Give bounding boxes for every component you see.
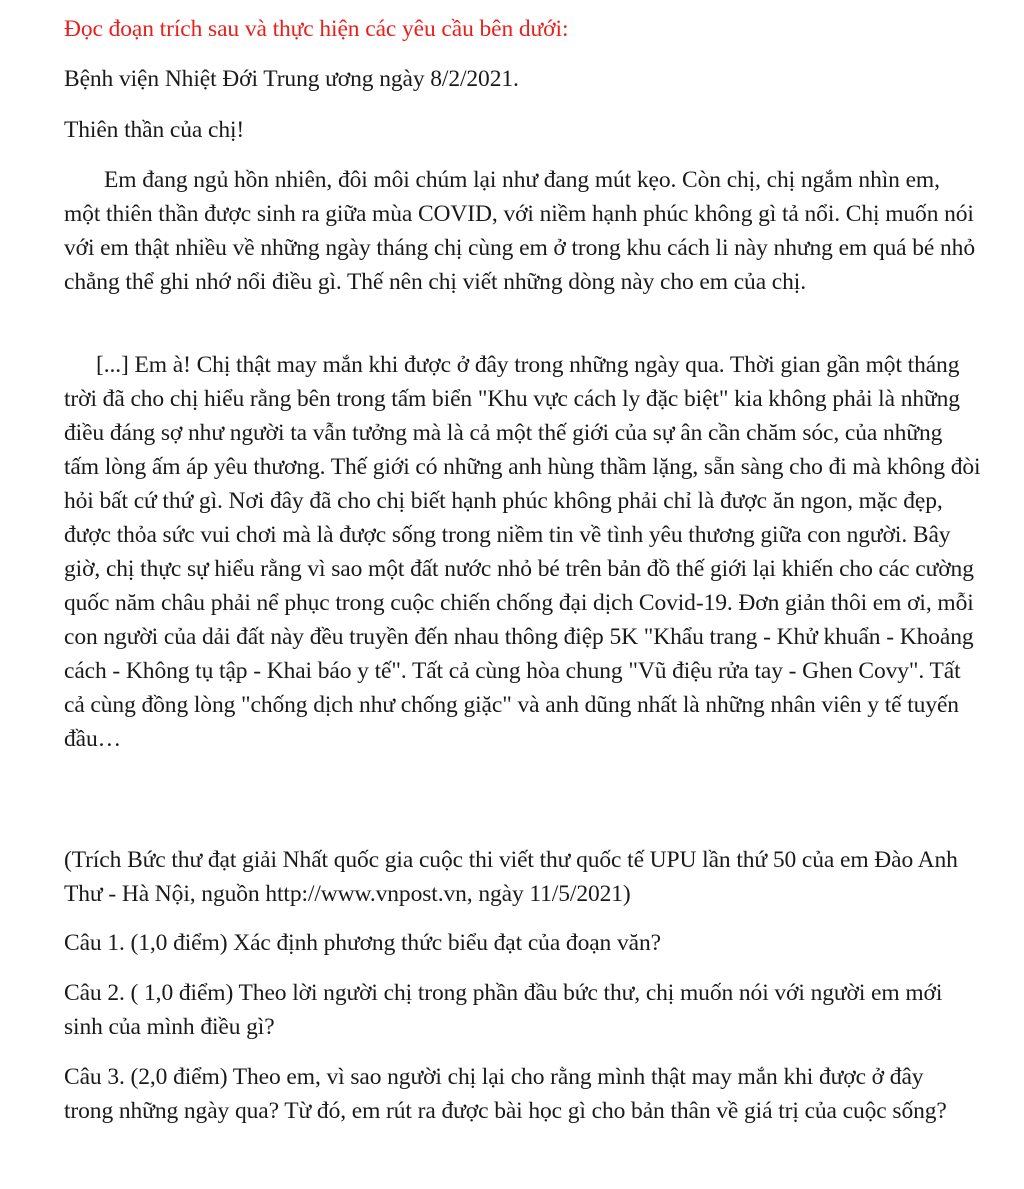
question-1: Câu 1. (1,0 điểm) Xác định phương thức biểu đạt của đoạn văn? xyxy=(64,930,661,956)
letter-greeting: Thiên thần của chị! xyxy=(64,117,245,143)
letter-paragraph-2: [...] Em à! Chị thật may mắn khi được ở đây trong những ngày qua. Thời gian gần một tháng trời đã cho chị hiểu rằng bên trong tấm biển "Khu vực cách ly đặc biệt" kia không phải là những điều đáng sợ như người ta vẫn tưởng mà là cả một thế giới của sự ân cần chăm sóc, của những tấm lòng ấm áp yêu thương. Thế giới có những anh hùng thầm lặng, sẵn sàng cho đi mà không đòi hỏi bất cứ thứ gì. Nơi đây đã cho chị biết hạnh phúc không phải chỉ là được ăn ngon, mặc đẹp, được thỏa sức vui chơi mà là được sống trong niềm tin về tình yêu thương giữa con người. Bây giờ, chị thực sự hiểu rằng vì sao một đất nước nhỏ bé trên bản đồ thế giới lại khiến cho các cường quốc năm châu phải nể phục trong cuộc chiến chống đại dịch Covid-19. Đơn giản thôi em ơi, mỗi con người của dải đất này đều truyền đến nhau thông điệp 5K "Khẩu trang - Khử khuẩn - Khoảng cách - Không tụ tập - Khai báo y tế". Tất cả cùng hòa chung "Vũ điệu rửa tay - Ghen Covy". Tất cả cùng đồng lòng "chống dịch như chống giặc" và anh dũng nhất là những nhân viên y tế tuyến đầu… xyxy=(64,352,981,752)
question-3: Câu 3. (2,0 điểm) Theo em, vì sao người chị lại cho rằng mình thật may mắn khi được ở đây trong những ngày qua? Từ đó, em rút ra được bài học gì cho bản thân về giá trị của cuộc sống? xyxy=(64,1064,947,1124)
instruction-heading: Đọc đoạn trích sau và thực hiện các yêu cầu bên dưới: xyxy=(64,16,569,42)
source-citation: (Trích Bức thư đạt giải Nhất quốc gia cuộc thi viết thư quốc tế UPU lần thứ 50 của em Đào Anh Thư - Hà Nội, nguồn http://www.vnpost.vn, ngày 11/5/2021) xyxy=(64,847,958,907)
letter-place-date: Bệnh viện Nhiệt Đới Trung ương ngày 8/2/2021. xyxy=(64,66,519,92)
question-2: Câu 2. ( 1,0 điểm) Theo lời người chị trong phần đầu bức thư, chị muốn nói với người em mới sinh của mình điều gì? xyxy=(64,980,943,1040)
letter-paragraph-1: Em đang ngủ hồn nhiên, đôi môi chúm lại như đang mút kẹo. Còn chị, chị ngắm nhìn em, một thiên thần được sinh ra giữa mùa COVID, với niềm hạnh phúc không gì tả nổi. Chị muốn nói với em thật nhiều về những ngày tháng chị cùng em ở trong khu cách li này nhưng em quá bé nhỏ chẳng thể ghi nhớ nổi điều gì. Thế nên chị viết những dòng này cho em của chị. xyxy=(64,167,975,295)
